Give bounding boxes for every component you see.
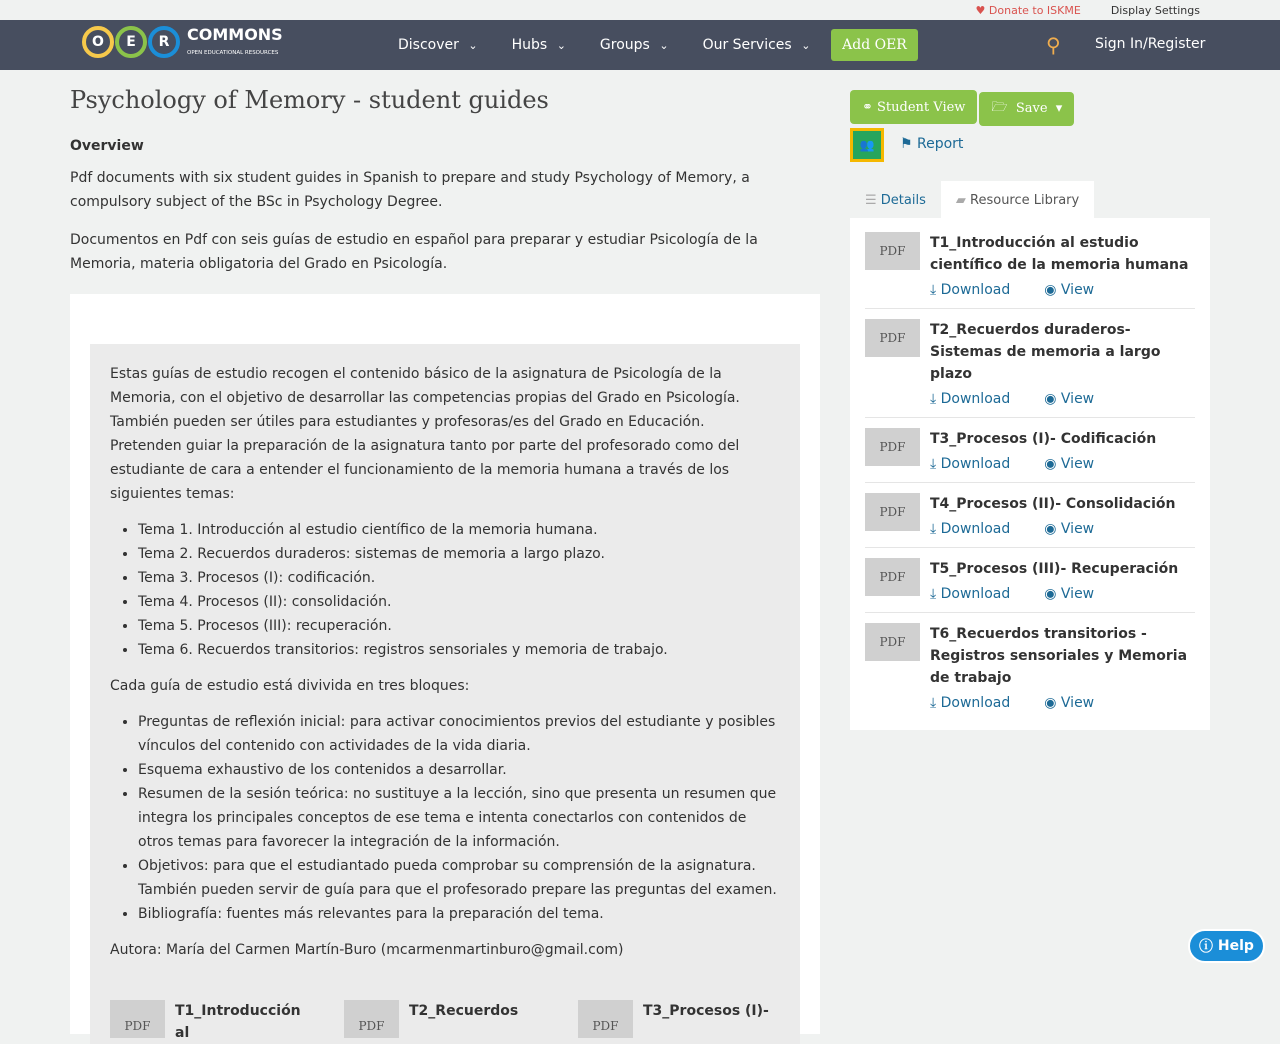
folder-icon: 🗁 [991,99,1016,115]
download-label: Download [940,521,1011,537]
content-body [90,344,800,1044]
description-es: Documentos en Pdf con seis guías de estudio en español para preparar y estudiar Psicología de la Memoria, materia obligatoria del Grado en Psicología. [70,232,758,272]
pdf-thumbnail: PDF [865,319,920,357]
view-label: View [1060,456,1095,472]
sign-in-link[interactable]: Sign In/Register [1095,36,1206,52]
view-label: View [1060,521,1095,537]
list-item: • Esquema exhaustivo de los contenidos a desarrollar. [138,758,780,782]
pdf-thumbnail: PDF [344,1000,399,1038]
list-item: • Tema 3. Procesos (I): codificación. [138,566,780,590]
student-view-label: Student View [877,99,966,115]
intro-text: Estas guías de estudio recogen el contenido básico de la asignatura de Psicología de la Memoria, con el objetivo de desarrollar las competencias propias del Grado en Psicología. También pueden ser útiles para estudiantes y profesoras/es del Grado en Educación. Pretenden guiar la preparación de la asignatura tanto por parte del profesorado como del estudiante de cara a entender el funcionamiento de la memoria humana a través de los siguientes temas: [110,366,740,502]
pdf-thumbnail: PDF [865,428,920,466]
eye-icon: ◉ [1044,695,1061,711]
save-label: Save [1015,101,1048,116]
eye-icon: ◉ [1044,521,1061,537]
download-link[interactable] [930,282,1010,298]
view-link[interactable] [1044,456,1094,472]
resource-row [865,623,1195,721]
list-icon: ☰ [865,192,881,208]
download-label: Download [940,695,1011,711]
author: Autora: María del Carmen Martín-Buro (mcarmenmartinburo@gmail.com) [110,942,624,958]
download-label: Download [940,456,1011,472]
view-link[interactable] [1044,391,1094,407]
grid-resource[interactable] [578,1000,772,1044]
resource-title[interactable]: T4_Procesos (II)- Consolidación [930,496,1176,512]
nav-groups[interactable]: Groups ⌄ [600,37,669,53]
nav-our-services[interactable]: Our Services ⌄ [703,37,811,53]
eye-icon: ◉ [1044,282,1061,298]
list-item: • Preguntas de reflexión inicial: para activar conocimientos previos del estudiante y posibles vínculos del contenido con actividades de la vida diaria. [138,710,780,758]
resource-title[interactable]: T3_Procesos (I)- [643,1003,769,1019]
tab-library-label: Resource Library [970,192,1080,208]
resource-title[interactable]: T3_Procesos (I)- Codificación [930,431,1157,447]
download-icon: ⤓ [930,586,941,602]
eye-icon: ◉ [1044,586,1061,602]
student-view-button[interactable] [850,90,977,124]
list-item: • Tema 4. Procesos (II): consolidación. [138,590,780,614]
report-link[interactable] [900,136,963,152]
resource-row [865,319,1195,418]
tab-details[interactable] [850,181,941,219]
list-item: • Objetivos: para que el estudiantado pueda comprobar su comprensión de la asignatura. También pueden servir de guía para que el profesorado prepare las preguntas del examen. [138,854,780,902]
bloques-intro: Cada guía de estudio está divivida en tres bloques: [110,678,470,694]
nav-discover[interactable]: Discover ⌄ [398,37,478,53]
help-label: Help [1217,938,1254,954]
temas-list [138,518,780,662]
book-icon: ▰ [955,192,971,208]
help-button[interactable] [1188,929,1265,963]
report-label: Report [917,136,964,152]
caret-down-icon: ▾ [1047,101,1063,116]
pdf-thumbnail: PDF [865,558,920,596]
flag-icon: ⚑ [900,136,918,152]
download-icon: ⤓ [930,456,941,472]
logo-r: R [148,26,180,58]
link-icon: ⚭ [862,99,878,115]
resource-library-list [850,218,1210,730]
oer-commons-logo[interactable] [82,26,283,58]
nav-hubs[interactable]: Hubs ⌄ [512,37,566,53]
pdf-thumbnail: PDF [578,1000,633,1038]
save-button[interactable] [979,92,1074,126]
view-label: View [1060,391,1095,407]
tab-resource-library[interactable] [941,181,1094,219]
search-icon[interactable]: ⚲ [1046,33,1061,57]
logo-o: O [82,26,114,58]
description-en: Pdf documents with six student guides in Spanish to prepare and study Psychology of Memory, a compulsory subject of the BSc in Psychology Degree. [70,170,750,210]
download-icon: ⤓ [930,282,941,298]
bloques-list [138,710,780,926]
page-title: Psychology of Memory - student guides [70,86,549,114]
resource-title[interactable]: T2_Recuerdos duraderos- Sistemas de memoria a largo plazo [930,322,1161,382]
download-label: Download [940,282,1011,298]
main-nav [0,20,1280,70]
add-oer-button[interactable]: Add OER [831,29,918,61]
pdf-thumbnail: PDF [865,493,920,531]
list-item: • Tema 6. Recuerdos transitorios: registros sensoriales y memoria de trabajo. [138,638,780,662]
list-item: • Tema 5. Procesos (III): recuperación. [138,614,780,638]
list-item: • Tema 1. Introducción al estudio científico de la memoria humana. [138,518,780,542]
list-item: • Resumen de la sesión teórica: no sustituye a la lección, sino que presenta un resumen que integra los principales conceptos de ese tema e intenta conectarlos con contenidos de otros temas para favorecer la integración de la información. [138,782,780,854]
view-link[interactable] [1044,695,1094,711]
resource-title[interactable]: T1_Introducción al [175,1003,301,1041]
list-item: • Bibliografía: fuentes más relevantes para la preparación del tema. [138,902,780,926]
view-link[interactable] [1044,282,1094,298]
display-settings-link[interactable]: Display Settings [1110,3,1200,17]
view-label: View [1060,586,1095,602]
pdf-thumbnail: PDF [865,232,920,270]
download-icon: ⤓ [930,521,941,537]
view-link[interactable] [1044,521,1094,537]
download-link[interactable] [930,695,1010,711]
overview-heading: Overview [70,138,144,154]
tab-details-label: Details [880,192,926,208]
resource-row [865,558,1195,613]
resource-row [865,428,1195,483]
resource-title[interactable]: T5_Procesos (III)- Recuperación [930,561,1179,577]
donate-link[interactable]: ♥ Donate to ISKME [975,3,1081,17]
resource-title[interactable]: T1_Introducción al estudio científico de la memoria humana [930,235,1189,273]
download-link[interactable] [930,586,1010,602]
question-icon: ⓘ [1199,939,1218,955]
resource-title[interactable]: T6_Recuerdos transitorios - Registros sensoriales y Memoria de trabajo [930,626,1188,686]
download-icon: ⤓ [930,391,941,407]
download-link[interactable] [930,521,1010,537]
download-link[interactable] [930,456,1010,472]
pdf-thumbnail: PDF [865,623,920,661]
resource-title[interactable]: T2_Recuerdos [409,1003,519,1019]
logo-subtitle: OPEN EDUCATIONAL RESOURCES [187,50,279,56]
eye-icon: ◉ [1044,456,1061,472]
download-link[interactable] [930,391,1010,407]
content-card [70,294,820,1041]
resource-row [865,493,1195,548]
top-utility-bar [0,0,1280,20]
grid-resource[interactable] [110,1000,304,1044]
grid-resource[interactable] [344,1000,538,1044]
download-label: Download [940,586,1011,602]
download-label: Download [940,391,1011,407]
download-icon: ⤓ [930,695,941,711]
view-label: View [1060,695,1095,711]
logo-title: COMMONS [187,25,283,44]
google-classroom-icon[interactable]: 👥 [850,128,884,162]
list-item: • Tema 2. Recuerdos duraderos: sistemas de memoria a largo plazo. [138,542,780,566]
eye-icon: ◉ [1044,391,1061,407]
resource-row [865,232,1195,309]
pdf-thumbnail: PDF [110,1000,165,1038]
logo-e: E [115,26,147,58]
view-link[interactable] [1044,586,1094,602]
view-label: View [1060,282,1095,298]
